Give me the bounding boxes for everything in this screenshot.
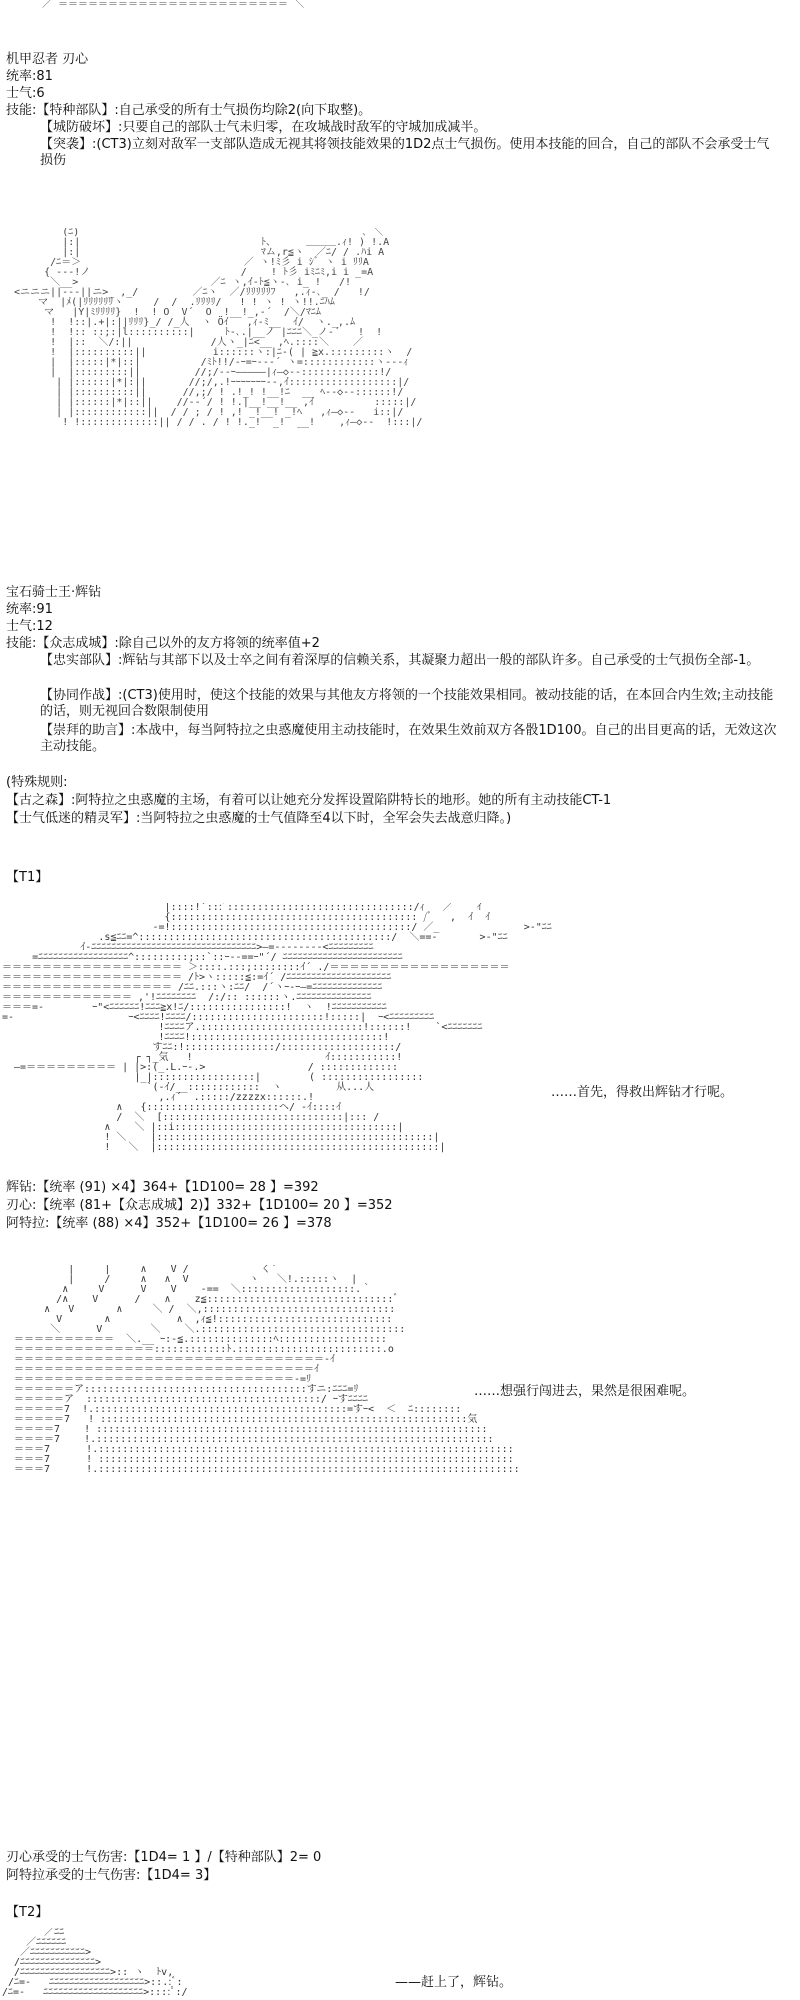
unit1-command: 统率:81 <box>6 69 53 84</box>
unit1-morale: 士气:6 <box>6 86 45 101</box>
turn1-roll-0: 辉钻:【统率 (91) ×4】364+【1D100= 28 】=392 <box>6 1180 319 1195</box>
special-rule-1: 【士气低迷的精灵军】:当阿特拉之虫惑魔的士气值降至4以下时，全军会失去战意归降。) <box>6 811 512 826</box>
turn1-roll-2: 阿特拉:【统率 (88) ×4】352+【1D100= 26 】=378 <box>6 1216 332 1231</box>
unit2-skill-2: 【协同作战】:(CT3)使用时，使这个技能的效果与其他友方将领的一个技能效果相同。被动技能的话，在本回合内生效;主动技能的话，则无视回合数限制使用 <box>40 688 774 719</box>
top-ascii-art: ／ ＝＝＝＝＝＝＝＝＝＝＝＝＝＝＝＝＝＝＝＝＝＝＝ ＼ <box>30 0 305 10</box>
ascii-art-1: (ﾆ) ､ ＼ |:| ﾄ、 ＿＿＿.ｨ! ) !.A |:| ﾏム,r≦ヽ ／ﾆ/ / .ﾊi A /ﾆ＝＞ ／ ヽ!ﾐ彡 i ｼﾞ ヽ i ﾘﾘA { ---!ノ / ! ﾄ彡 iﾐﾆﾐ,i i _=A ＼__> ／ﾆ ヽ,ｲ-ﾄ≦ヽ-､ i_ ! /! <ニニニ||---||ニ>_ ,_/ ／ﾆヽ ／/ﾘﾘﾘﾘﾘﾌ ,.ｨ-､_ / !/ マ |ﾒ(|ﾘﾘﾘﾘﾘﾘヽ / / .ﾘﾘﾘﾘ/ ! ! ヽ ! ヽ!!.ﾆﾊﾑ マ |Y|ﾐﾘﾘﾘﾘ} ! ! O V´ O !__!_,-´ /＼/ﾏﾆﾑ ! !::|.+|:||ﾘﾘﾘ}_/ /_人 ヽ Öｲ ,ｨ-ﾐ__ ｲ/ ヽ._,.ﾑ ! !:: ::;:|l::::::::::| ﾄ-､.|__ノ |ﾆﾆﾆ＼_ノ-´ ! ! ! |:: ＼/:|| /人ヽ_|ﾆ<__ ,ﾍ.::::＼ ／ ! |::::::::::|| i::::::ヽ:|ﾆ-( | ≧x.:::::::::ヽ / | |:::::|*|::| /ﾐﾄ!!/-ｰ=ｰ---´ ヽ=::::::::::::ヽ---ｨ | |:::::::::|| //;/--ｰ―――――|ｨ―◇--:::::::::::::!/ | |::::::|*|:|| //;/,.!ｰｰｰｰｰｰｰ--,ｲ::::::::::::::::::|/ | |::::::::::|| //,;/ ! .!_! !__!ﾆ __ ﾍ--◇--::::::!/ | |::::::|*|::|| //--´/ ! !.|__!__!__ ,ｲ :::::|/ | |::::::::::::|| / / ; / ! ,! _!__! _!ﾍ ,ｨ―◇-- i::|/ ! !:::::::::::::|| / / . / ! !._! _! __! ,ｨ―◇-- !:::|/ <box>14 228 423 428</box>
ascii-art-2: |::::!`:::ﾞ:::::::::::::::::::::::::::::::/ｨ ／ ｲ {::::::::::::::::::::::::::::::::::::::::: /ﾞ , ｲ ｲ -=!::::::::::::::::::::::::::::::::::::::::/ ／_ >-"ﾆﾆ .s≦ﾆﾆ=^::::::::::::::::::::::::::::::::::::::::::/ ＼==- >-"ﾆﾆ ｲ-ﾆﾆﾆﾆﾆﾆﾆﾆﾆﾆﾆﾆﾆﾆﾆﾆﾆﾆﾆﾆﾆﾆﾆﾆﾆﾆﾆﾆﾆﾆﾆﾆﾆ>―=--------<ﾆﾆﾆﾆﾆﾆﾆﾆﾆ =ﾆﾆﾆﾆﾆﾆﾆﾆﾆﾆﾆﾆﾆﾆﾆﾆﾆﾆ^:::::::::;::`::ｰ--==ｰ"´/ ﾆﾆﾆﾆﾆﾆﾆﾆﾆﾆﾆﾆﾆﾆﾆﾆﾆﾆﾆﾆﾆﾆﾆﾆ ＝＝＝＝＝＝＝＝＝＝＝＝＝＝＝＝＝＝ ＞::::.:::;::::::::ｲ´ ./＝＝＝＝＝＝＝＝＝＝＝＝＝＝＝＝＝＝ ＝＝＝＝＝＝＝＝＝＝＝＝＝＝＝＝＝＝ /ﾄ>ヽ:::::≦:=ｲ´ /ﾆﾆﾆﾆﾆﾆﾆﾆﾆﾆﾆﾆﾆﾆﾆﾆﾆﾆﾆﾆﾆ ＝＝＝＝＝＝＝＝＝＝＝＝＝＝＝＝＝ /ﾆﾆ.:::ヽ:ﾆﾆ/ /´ヽｰ-ｰ―=ﾆﾆﾆﾆﾆﾆﾆﾆﾆﾆﾆﾆﾆﾆ ＝＝＝＝＝＝＝＝＝＝＝＝＝ ,'!ﾆﾆﾆﾆﾆﾆﾆﾆ /:/:: ::::::ヽ.ﾆﾆﾆﾆﾆﾆﾆﾆﾆﾆﾆﾆﾆﾆﾆ ＝＝＝=- ｰ"<ﾆﾆﾆﾆﾆﾆ!ﾆﾆﾆ≧x!ﾆ/::::::::::::::::! ヽ !ﾆﾆﾆﾆﾆﾆﾆﾆﾆﾆﾆ =- ｰ<ﾆﾆﾆﾆ!ﾆﾆﾆﾆ/::::::::::::::::::::::!:::::| ｰ<ﾆﾆﾆﾆﾆﾆﾆﾆﾆ !ﾆﾆﾆﾆア.:::::::::::::::::::::::::::!::::::! `<ﾆﾆﾆﾆﾆﾆﾆ !ﾆﾆﾆﾆ!::::::::::::::::::::::::::::::::! すﾆﾆ:!:::::::::::::::/:::::::::::::::::::/ ┌ ┐_気 ! ｲ:::::::::::! ―=＝＝＝＝＝＝＝＝＝ | |>:(_.L.ｰ-.> / ::::::::::::: |_|:::::::::::::::::| ( ::::::::::::::::: `(-ｲ/__:::::::::::: ヽ 从...人 ,.ｨ´ .:::::/zzzzx::::::.! ∧ {::::::::::::::::::::::ヘ/ -ｲ::::ｲ / ＼ [::::::::::::::::::::::::::::::|::: / ∧ ＼ |::i:::::::::::::::::::::::::::::::::::::| ! ＼ |::::::::::::::::::::::::::::::::::::::::::::::| ! ＼ |:::::::::::::::::::::::::::::::::::::::::::::::| <box>2 903 552 1153</box>
turn1-label: 【T1】 <box>6 870 49 885</box>
unit2-morale: 士气:12 <box>6 619 53 634</box>
special-rules-header: (特殊规则: <box>6 775 68 790</box>
ascii-art-3: | | ∧ V / く´ | / ∧ ∧ V ヽ ＼!.:::::ヽ | ∧ V V V -== ＼:::::::::::::::::::.｀ /∧ V / ∧ z≦:::::::::::::::::::::::::::::::ﾞ ∧ V ∧ ＼ / ＼,:::::::::::::::::::::::::::::::: V ∧ ∧ ,ｨ≦!::::::::::::::::::::::::::::: ＼ V ＼ ＼.:::::::::::::::::::::::::::::::::: ＝＝＝＝＝＝＝＝＝＝ ＼.__ ｰ:-≦.::::::::::::::ﾍ:::::::::::::::::: ＝＝＝＝＝＝＝＝＝＝＝＝＝＝::::::::::::ﾄ.::::::::::::::::::::::::.o ＝＝＝＝＝＝＝＝＝＝＝＝＝＝＝＝＝＝＝＝＝＝＝＝＝＝＝＝＝＝＝-ｲ ＝＝＝＝＝＝＝＝＝＝＝＝＝＝＝＝＝＝＝＝＝＝＝＝＝＝＝＝＝＝ｲ ＝＝＝＝＝＝＝＝＝＝＝＝＝＝＝＝＝＝＝＝＝＝＝＝＝＝＝＝-=ﾘ ＝＝＝＝＝＝ア:::::::::::::::::::::::::::::::::::::すニ:ﾆﾆﾆ=ﾘ ＝＝＝＝＝ア :::::::::::::::::::::::::::::::::::::::/ ｰすﾆﾆﾆﾆ ＝＝＝＝＝7 !.::::::::::::::::::::::::::::::::::::::::::=すｰ< ＜ ﾆ:::::::: ＝＝＝＝＝7 ! :::::::::::::::::::::::::::::::::::::::::::::::::::::::::::::気 ＝＝＝＝7 ! ::::::::::::::::::::::::::::::::::::::::::::::::::::::::::::::::: ＝＝＝＝7 !.:::::::::::::::::::::::::::::::::::::::::::::::::::::::::::::::::: ＝＝＝7 !.::::::::::::::::::::::::::::::::::::::::::::::::::::::::::::::::::::: ＝＝＝7 ! ::::::::::::::::::::::::::::::::::::::::::::::::::::::::::::::::::::: ＝＝＝7 !.:::::::::::::::::::::::::::::::::::::::::::::::::::::::::::::::::::::: <box>14 1265 520 1475</box>
ascii-art-4: ／ﾆﾆ ／ﾆﾆﾆﾆﾆﾆ ／ﾆﾆﾆﾆﾆﾆﾆﾆﾆﾆﾆ> /ﾆﾆﾆﾆﾆﾆﾆﾆﾆﾆﾆﾆﾆﾆﾆ> /ﾆﾆﾆﾆﾆﾆﾆﾆﾆﾆﾆﾆﾆﾆﾆﾆﾆﾆ>:: ヽ ﾄv, /ﾆ=- ﾆﾆﾆﾆﾆﾆﾆﾆﾆﾆﾆﾆﾆﾆﾆﾆﾆﾆﾆ>::.:ﾞ: /ﾆ=- ﾆﾆﾆﾆﾆﾆﾆﾆﾆﾆﾆﾆﾆﾆﾆﾆﾆﾆﾆﾆ>::::ﾟ:/ <box>2 1928 188 1998</box>
unit2-skill-1: 【忠实部队】:辉钻与其部下以及士卒之间有着深厚的信赖关系，其凝聚力超出一般的部队许多。自己承受的士气损伤全部-1。 <box>40 653 760 668</box>
unit2-name: 宝石骑士王·辉钻 <box>6 585 102 600</box>
turn1-dialog-2: ……想强行闯进去，果然是很困难呢。 <box>474 1384 696 1399</box>
turn1-damage-0: 刃心承受的士气伤害:【1D4= 1 】/【特种部队】2= 0 <box>6 1850 322 1865</box>
unit1-skill-1: 【城防破坏】:只要自己的部队士气未归零，在攻城战时敌军的守城加成减半。 <box>40 120 487 135</box>
turn2-dialog: ——赶上了，辉钻。 <box>395 1975 513 1990</box>
unit1-name: 机甲忍者 刃心 <box>6 52 89 67</box>
unit2-skill-3: 【崇拜的助言】:本战中，每当阿特拉之虫惑魔使用主动技能时，在效果生效前双方各骰1D100。自己的出目更高的话，无效这次主动技能。 <box>40 723 777 754</box>
turn1-roll-1: 刃心:【统率 (81+【众志成城】2)】332+【1D100= 20 】=352 <box>6 1198 393 1213</box>
turn2-label: 【T2】 <box>6 1905 49 1920</box>
unit1-skill-2: 【突袭】:(CT3)立刻对敌军一支部队造成无视其将领技能效果的1D2点士气损伤。使用本技能的回合，自己的部队不会承受士气损伤 <box>40 137 770 168</box>
unit2-skill-0: 技能:【众志成城】:除自己以外的友方将领的统率值+2 <box>6 636 320 651</box>
turn1-dialog-1: ……首先，得救出辉钻才行呢。 <box>551 1085 734 1100</box>
unit1-skill-0: 技能:【特种部队】:自己承受的所有士气损伤均除2(向下取整)。 <box>6 103 372 118</box>
turn1-damage-1: 阿特拉承受的士气伤害:【1D4= 3】 <box>6 1868 217 1883</box>
special-rule-0: 【古之森】:阿特拉之虫惑魔的主场，有着可以让她充分发挥设置陷阱特长的地形。她的所有主动技能CT-1 <box>6 793 612 808</box>
unit2-command: 统率:91 <box>6 602 53 617</box>
